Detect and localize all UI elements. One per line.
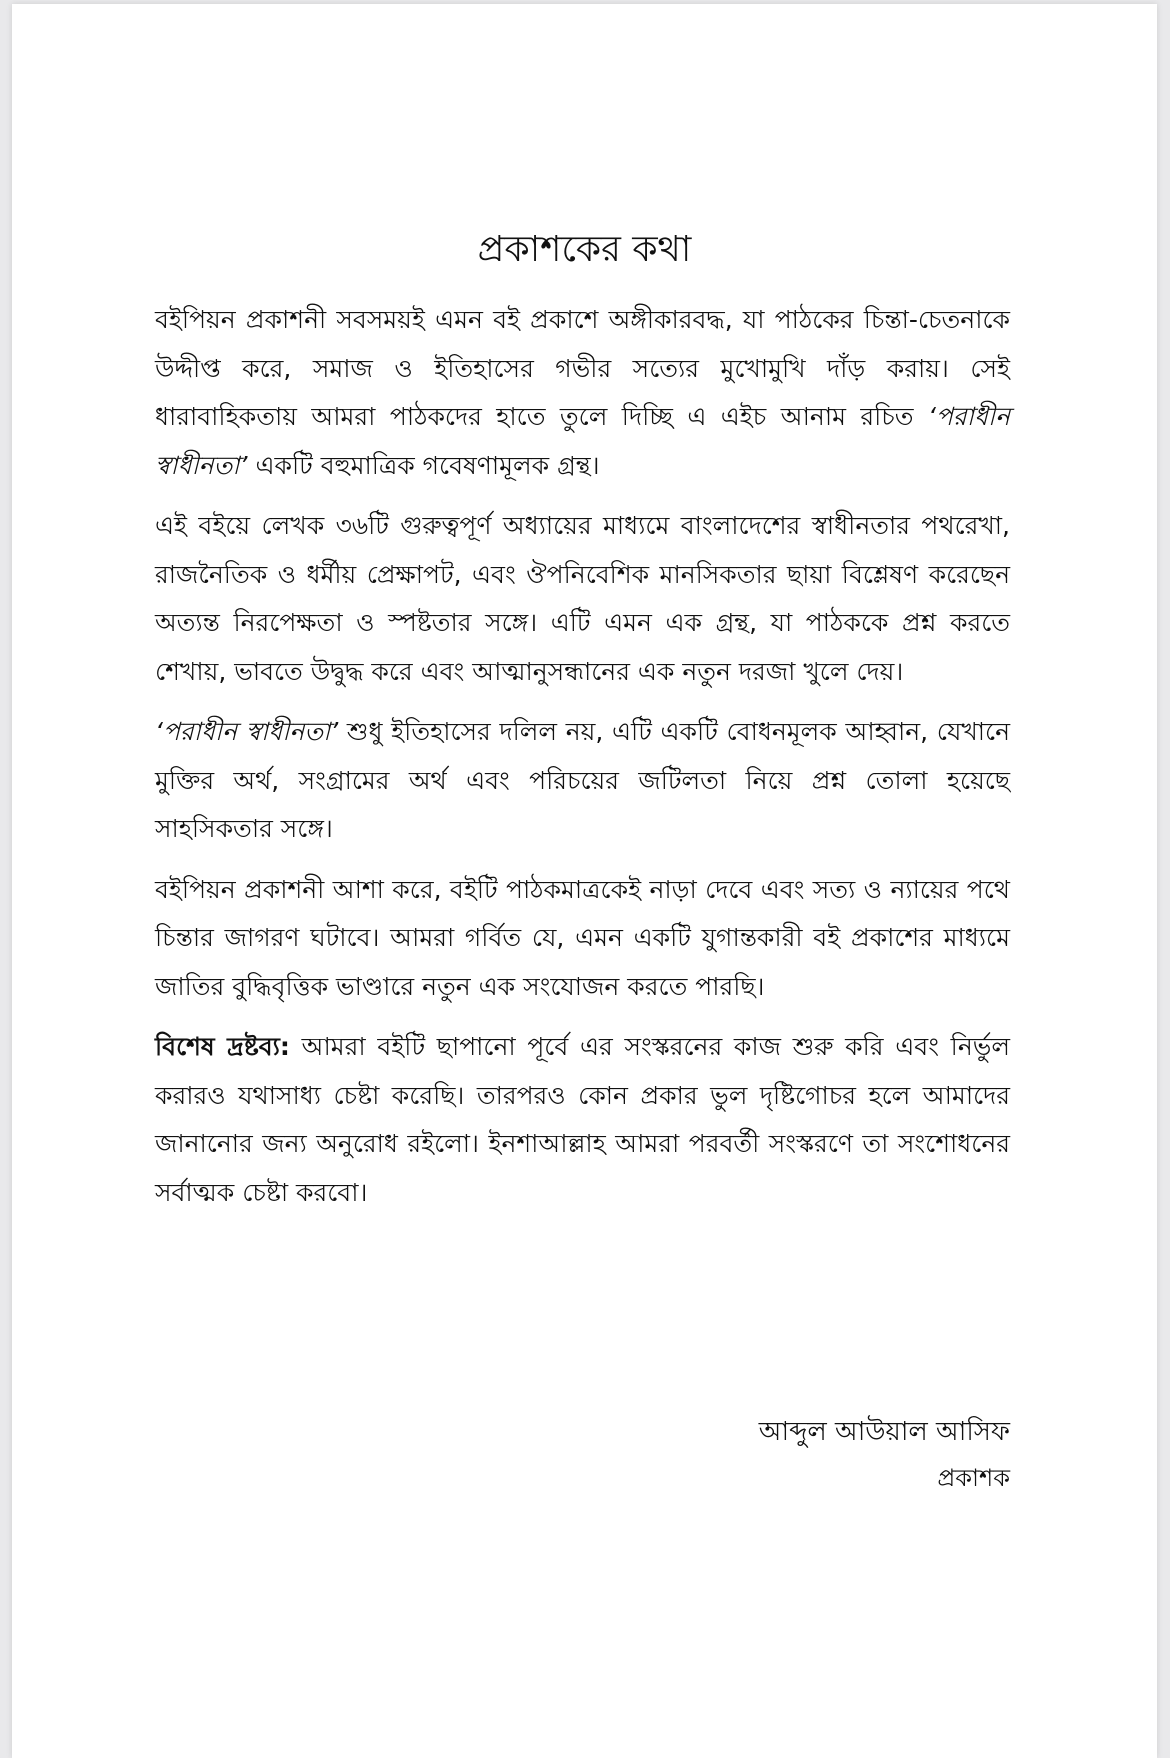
paragraph-intro	[155, 296, 1010, 490]
publisher-role: প্রকাশক	[937, 1464, 1010, 1492]
paragraph-text: বইপিয়ন প্রকাশনী আশা করে, বইটি পাঠকমাত্রকেই নাড়া দেবে এবং সত্য ও ন্যায়ের পথে চিন্তার জাগরণ ঘটাবে। আমরা গর্বিত যে, এমন একটি যুগান্তকারী বই প্রকাশের মাধ্যমে জাতির বুদ্ধিবৃত্তিক ভাণ্ডারে নতুন এক সংযোজন করতে পারছি।	[155, 874, 1010, 1001]
special-note-label: বিশেষ দ্রষ্টব্য:	[155, 1032, 290, 1061]
signature-block	[759, 1412, 1010, 1504]
book-title-italic: ‘পরাধীন স্বাধীনতা’	[155, 717, 339, 746]
document-page	[12, 4, 1157, 1758]
publisher-name: আব্দুল আউয়াল আসিফ	[758, 1417, 1010, 1447]
book-title-italic: ‘পরাধীন স্বাধীনতা’	[155, 402, 1010, 480]
document-body	[155, 296, 1010, 1229]
paragraph-text: শুধু ইতিহাসের দলিল নয়, এটি একটি বোধনমূলক আহ্বান, যেখানে মুক্তির অর্থ, সংগ্রামের অর্থ এবং পরিচয়ের জটিলতা নিয়ে প্রশ্ন তোলা হয়েছে সাহসিকতার সঙ্গে।	[155, 717, 1010, 843]
paragraph-significance	[155, 708, 1010, 854]
paragraph-text: বইপিয়ন প্রকাশনী সবসময়ই এমন বই প্রকাশে অঙ্গীকারবদ্ধ, যা পাঠকের চিন্তা-চেতনাকে উদ্দীপ্ত করে, সমাজ ও ইতিহাসের গভীর সত্যের মুখোমুখি দাঁড় করায়। সেই ধারাবাহিকতায় আমরা পাঠকদের হাতে তুলে দিচ্ছি এ এইচ আনাম রচিত	[155, 305, 1010, 431]
paragraph-content	[155, 502, 1010, 696]
paragraph-hope	[155, 866, 1010, 1012]
paragraph-text: আমরা বইটি ছাপানো পূর্বে এর সংস্করনের কাজ শুরু করি এবং নির্ভুল করারও যথাসাধ্য চেষ্টা করেছি। তারপরও কোন প্রকার ভুল দৃষ্টিগোচর হলে আমাদের জানানোর জন্য অনুরোধ রইলো। ইনশাআল্লাহ আমরা পরবর্তী সংস্করণে তা সংশোধনের সর্বাত্মক চেষ্টা করবো।	[155, 1032, 1010, 1207]
paragraph-text: একটি বহুমাত্রিক গবেষণামূলক গ্রন্থ।	[247, 450, 600, 480]
paragraph-special-note	[155, 1023, 1010, 1217]
paragraph-text: এই বইয়ে লেখক ৩৬টি গুরুত্বপূর্ণ অধ্যায়ের মাধ্যমে বাংলাদেশের স্বাধীনতার পথরেখা, রাজনৈতিক ও ধর্মীয় প্রেক্ষাপট, এবং ঔপনিবেশিক মানসিকতার ছায়া বিশ্লেষণ করেছেন অত্যন্ত নিরপেক্ষতা ও স্পষ্টতার সঙ্গে। এটি এমন এক গ্রন্থ, যা পাঠককে প্রশ্ন করতে শেখায়, ভাবতে উদ্বুদ্ধ করে এবং আত্মানুসন্ধানের এক নতুন দরজা খুলে দেয়।	[155, 511, 1010, 686]
page-title: প্রকাশকের কথা	[477, 229, 692, 270]
